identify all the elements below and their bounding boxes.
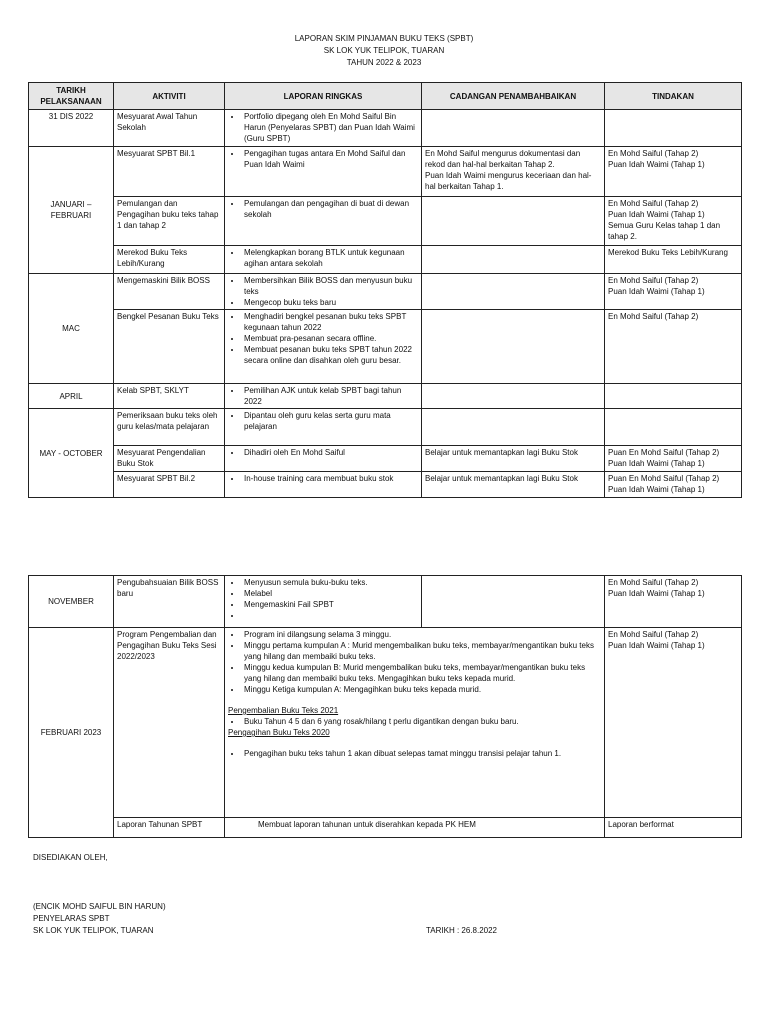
activity-cell: Mesyuarat SPBT Bil.1 [114,147,225,197]
summary-item: • Membersihkan Bilik BOSS dan menyusun buku teks [242,275,418,297]
activity-cell: Mesyuarat SPBT Bil.2 [114,472,225,498]
action-text: Puan Idah Waimi (Tahap 1) [608,589,705,598]
table-row [29,310,742,384]
action-text: Semua Guru Kelas tahap 1 dan tahap 2. [608,221,721,241]
summary-cell [225,197,422,246]
suggestion-cell [422,246,605,274]
summary-item: • Menghadiri bengkel pesanan buku teks SPBT kegunaan tahun 2022 [242,311,418,333]
summary-item: • Minggu Ketiga kumpulan A: Mengagihkan buku teks kepada murid. [242,684,601,695]
action-cell [605,147,742,197]
summary-item-empty [242,610,418,621]
summary-cell-wide [225,818,605,838]
action-text: Merekod Buku Teks Lebih/Kurang [608,248,728,257]
summary-item: • Melabel [242,588,418,599]
activity-cell: Pemeriksaan buku teks oleh guru kelas/mata pelajaran [114,409,225,446]
summary-item: • Pemulangan dan pengagihan di buat di dewan sekolah [242,198,418,220]
summary-cell [225,472,422,498]
distribution-heading: Pengagihan Buku Teks 2020 [228,728,330,737]
summary-item: • Dihadiri oleh En Mohd Saiful [242,447,418,458]
action-cell [605,628,742,818]
header-summary: LAPORAN RINGKAS [225,83,422,110]
table-row [29,472,742,498]
action-text: Puan Idah Waimi (Tahap 1) [608,210,705,219]
table-row [29,628,742,818]
suggestion-cell [422,147,605,197]
action-text: En Mohd Saiful (Tahap 2) [608,312,699,321]
report-date: TARIKH : 26.8.2022 [426,926,497,935]
action-text: Puan Idah Waimi (Tahap 1) [608,641,705,650]
signatory-name: (ENCIK MOHD SAIFUL BIN HARUN) [33,902,166,911]
summary-item: • Mengemaskini Fail SPBT [242,599,418,610]
activity-cell: Mesyuarat Awal Tahun Sekolah [114,110,225,147]
action-cell [605,409,742,446]
header-date: TARIKH PELAKSANAAN [29,83,114,110]
table-row [29,576,742,628]
return-item: • Buku Tahun 4 5 dan 6 yang rosak/hilang t perlu digantikan dengan buku baru. [242,716,601,727]
summary-cell [225,409,422,446]
suggestion-cell [422,384,605,409]
activity-cell: Kelab SPBT, SKLYT [114,384,225,409]
action-text: Puan Idah Waimi (Tahap 1) [608,287,705,296]
suggestion-cell [422,446,605,472]
date-cell: NOVEMBER [29,576,114,628]
date-cell: MAY - OCTOBER [29,409,114,498]
table-row [29,246,742,274]
date-cell: 31 DIS 2022 [29,110,114,147]
activity-cell: Pemulangan dan Pengagihan buku teks tahap 1 dan tahap 2 [114,197,225,246]
summary-cell [225,384,422,409]
table-row [29,409,742,446]
summary-item: • Membuat pesanan buku teks SPBT tahun 2022 secara online dan disahkan oleh guru besar. [242,344,418,366]
suggestion-cell [422,274,605,310]
summary-item: • Minggu pertama kumpulan A : Murid mengembalikan buku teks, membayar/mengantikan buku teks yang hilang dan membaiki buku teks. [242,640,601,662]
action-text: Puan En Mohd Saiful (Tahap 2) [608,448,720,457]
summary-cell [225,147,422,197]
action-text: Puan En Mohd Saiful (Tahap 2) [608,474,720,483]
summary-item: • In-house training cara membuat buku stok [242,473,418,484]
summary-item: • Pemilihan AJK untuk kelab SPBT bagi tahun 2022 [242,385,418,407]
table-row [29,384,742,409]
suggestion-cell [422,197,605,246]
action-text: En Mohd Saiful (Tahap 2) [608,149,699,158]
summary-item: • Pengagihan tugas antara En Mohd Saiful dan Puan Idah Waimi [242,148,418,170]
action-text: En Mohd Saiful (Tahap 2) [608,578,699,587]
activity-cell: Laporan Tahunan SPBT [114,818,225,838]
action-text: Puan Idah Waimi (Tahap 1) [608,485,705,494]
header-activity: AKTIVITI [114,83,225,110]
action-cell [605,246,742,274]
action-text: En Mohd Saiful (Tahap 2) [608,276,699,285]
action-text: En Mohd Saiful (Tahap 2) [608,199,699,208]
title-line-3: TAHUN 2022 & 2023 [346,58,422,67]
table-row [29,110,742,147]
summary-item: • Menyusun semula buku-buku teks. [242,577,418,588]
suggestion-text: Belajar untuk memantapkan lagi Buku Stok [425,448,578,457]
report-table-2 [28,575,742,838]
suggestion-cell [422,576,605,628]
action-cell [605,197,742,246]
action-cell [605,576,742,628]
activity-cell: Bengkel Pesanan Buku Teks [114,310,225,384]
action-cell [605,310,742,384]
summary-cell [225,310,422,384]
suggestion-cell [422,409,605,446]
report-table-1 [28,82,742,498]
summary-cell [225,246,422,274]
action-cell [605,472,742,498]
activity-cell: Mengemaskini Bilik BOSS [114,274,225,310]
action-text: Puan Idah Waimi (Tahap 1) [608,459,705,468]
date-cell: JANUARI – FEBRUARI [29,147,114,274]
prepared-by-label: DISEDIAKAN OLEH, [33,853,108,862]
table-row [29,818,742,838]
header-action: TINDAKAN [605,83,742,110]
date-cell: APRIL [29,384,114,409]
activity-cell: Pengubahsuaian Bilik BOSS baru [114,576,225,628]
summary-item: • Minggu kedua kumpulan B: Murid mengembalikan buku teks, membayar/mengantikan buku teks yang hilang dan membaiki buku teks. Mengagihkan buku teks kepada murid. [242,662,601,684]
suggestion-cell [422,310,605,384]
summary-cell-wide [225,628,605,818]
suggestion-cell [422,110,605,147]
summary-cell [225,446,422,472]
activity-cell: Program Pengembalian dan Pengagihan Buku Teks Sesi 2022/2023 [114,628,225,818]
action-cell: Laporan berformat [605,818,742,838]
date-cell: FEBRUARI 2023 [29,628,114,838]
summary-cell [225,110,422,147]
action-text: Puan Idah Waimi (Tahap 1) [608,160,705,169]
table-row [29,197,742,246]
action-cell [605,446,742,472]
action-cell [605,274,742,310]
summary-cell [225,274,422,310]
table-header-row [29,83,742,110]
suggestion-text: En Mohd Saiful mengurus dokumentasi dan rekod dan hal-hal berkaitan Tahap 2. [425,149,581,169]
title-line-2: SK LOK YUK TELIPOK, TUARAN [323,46,445,55]
distribution-item: • Pengagihan buku teks tahun 1 akan dibuat selepas tamat minggu transisi pelajar tahun 1. [242,748,601,759]
summary-item: • Portfolio dipegang oleh En Mohd Saiful Bin Harun (Penyelaras SPBT) dan Puan Idah Waimi (Guru SPBT) [242,111,418,144]
header-suggestion: CADANGAN PENAMBAHBAIKAN [422,83,605,110]
summary-text: Membuat laporan tahunan untuk diserahkan kepada PK HEM [258,820,476,829]
summary-item: • Program ini dilangsung selama 3 minggu. [242,629,601,640]
summary-item: • Mengecop buku teks baru [242,297,418,308]
return-heading: Pengembalian Buku Teks 2021 [228,706,339,715]
date-cell: MAC [29,274,114,384]
summary-cell [225,576,422,628]
table-row [29,147,742,197]
suggestion-text: Belajar untuk memantapkan lagi Buku Stok [425,474,578,483]
activity-cell: Mesyuarat Pengendalian Buku Stok [114,446,225,472]
title-line-1: LAPORAN SKIM PINJAMAN BUKU TEKS (SPBT) [294,34,474,43]
summary-item: • Melengkapkan borang BTLK untuk kegunaan agihan antara sekolah [242,247,418,269]
action-cell [605,384,742,409]
table-row [29,446,742,472]
suggestion-text: Puan Idah Waimi mengurus keceriaan dan hal-hal berkaitan Tahap 1. [425,171,592,191]
signatory-position: PENYELARAS SPBT [33,914,110,923]
action-text: En Mohd Saiful (Tahap 2) [608,630,699,639]
document-title [0,33,768,69]
signatory-school: SK LOK YUK TELIPOK, TUARAN [33,926,154,935]
table-row [29,274,742,310]
suggestion-cell [422,472,605,498]
summary-item: • Membuat pra-pesanan secara offline. [242,333,418,344]
summary-item: • Dipantau oleh guru kelas serta guru mata pelajaran [242,410,418,432]
activity-cell: Merekod Buku Teks Lebih/Kurang [114,246,225,274]
action-cell [605,110,742,147]
